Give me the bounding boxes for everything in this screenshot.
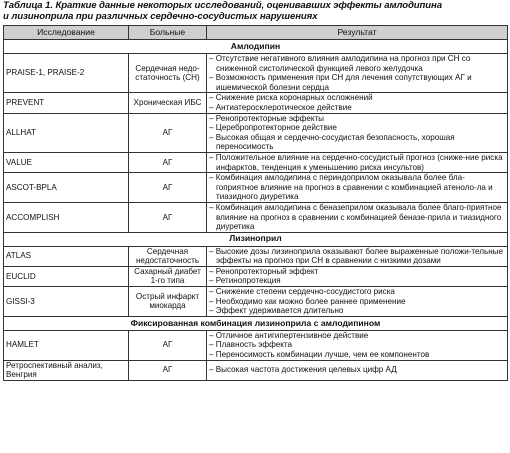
table-row: [4, 266, 508, 286]
studies-table: [3, 25, 508, 381]
result-cell: [207, 173, 508, 203]
study-cell: ATLAS: [4, 246, 129, 266]
caption-line-2: и лизиноприла при различных сердечно-сосудистых нарушениях: [3, 10, 318, 22]
result-item: – Положительное влияние на сердечно-сосудистый прогноз (сниже-ние риска инфарктов, тенденция к уменьшению риска инсультов): [209, 153, 505, 172]
result-item: – Комбинация амлодипина с беназеприлом оказывала более благо-приятное влияние на прогноз в сравнении с комбинацией беназе-прила и тиазидного диуретика: [209, 203, 505, 232]
result-cell: [207, 152, 508, 172]
result-item: – Снижение риска коронарных осложнений: [209, 93, 505, 103]
study-cell: PREVENT: [4, 93, 129, 113]
study-cell: ALLHAT: [4, 113, 129, 152]
section-title: Лизиноприл: [4, 232, 508, 246]
result-cell: [207, 360, 508, 380]
patients-cell: Сердечная недо-статочность (СН): [129, 54, 207, 93]
result-item: – Отличное антигипертензивное действие: [209, 331, 505, 341]
result-item: – Переносимость комбинации лучше, чем ее компонентов: [209, 350, 505, 360]
result-item: – Необходимо как можно более раннее применение: [209, 297, 505, 307]
study-cell: HAMLET: [4, 330, 129, 360]
table-row: [4, 152, 508, 172]
patients-cell: АГ: [129, 113, 207, 152]
result-item: – Высокая частота достижения целевых цифр АД: [209, 365, 505, 375]
table-row: [4, 93, 508, 113]
result-item: – Высокая общая и сердечно-сосудистая безопасность, хорошая переносимость: [209, 133, 505, 152]
result-cell: [207, 287, 508, 317]
patients-cell: Сердечная недостаточность: [129, 246, 207, 266]
result-cell: [207, 93, 508, 113]
result-item: – Плавность эффекта: [209, 340, 505, 350]
header-result: Результат: [207, 26, 508, 40]
table-caption: [3, 1, 507, 22]
table-row: [4, 287, 508, 317]
patients-cell: АГ: [129, 360, 207, 380]
section-title: Амлодипин: [4, 40, 508, 54]
header-row: [4, 26, 508, 40]
table-row: [4, 173, 508, 203]
result-cell: [207, 202, 508, 232]
result-cell: [207, 266, 508, 286]
result-item: – Отсутствие негативного влияния амлодипина на прогноз при СН со сниженной систолической функцией левого желудочка: [209, 54, 505, 73]
patients-cell: Хроническая ИБС: [129, 93, 207, 113]
study-cell: VALUE: [4, 152, 129, 172]
table-row: [4, 360, 508, 380]
result-cell: [207, 54, 508, 93]
study-cell: GISSI-3: [4, 287, 129, 317]
table-row: [4, 113, 508, 152]
result-item: – Ренопротекторный эффект: [209, 267, 505, 277]
result-cell: [207, 246, 508, 266]
header-patients: Больные: [129, 26, 207, 40]
table-row: [4, 54, 508, 93]
patients-cell: Сахарный диабет 1-го типа: [129, 266, 207, 286]
result-item: – Ретинопротекция: [209, 276, 505, 286]
section-title: Фиксированная комбинация лизиноприла с амлодипином: [4, 316, 508, 330]
table-row: [4, 330, 508, 360]
study-cell: Ретроспективный анализ, Венгрия: [4, 360, 129, 380]
study-cell: PRAISE-1, PRAISE-2: [4, 54, 129, 93]
table-row: [4, 202, 508, 232]
result-item: – Антиатеросклеротическое действие: [209, 103, 505, 113]
patients-cell: АГ: [129, 152, 207, 172]
header-study: Исследование: [4, 26, 129, 40]
patients-cell: АГ: [129, 202, 207, 232]
study-cell: ASCOT-BPLA: [4, 173, 129, 203]
caption-line-1: Таблица 1. Краткие данные некоторых исследований, оценивавших эффекты амлодипина: [3, 0, 442, 11]
result-item: – Высокие дозы лизиноприла оказывают более выраженные положи-тельные эффекты на прогноз при СН в сравнении с низкими дозами: [209, 247, 505, 266]
patients-cell: АГ: [129, 330, 207, 360]
patients-cell: Острый инфаркт миокарда: [129, 287, 207, 317]
result-item: – Ренопротекторные эффекты: [209, 114, 505, 124]
study-cell: EUCLID: [4, 266, 129, 286]
result-item: – Возможность применения при СН для лечения сопутствующих АГ и ишемической болезни сердца: [209, 73, 505, 92]
table-body: [4, 40, 508, 381]
section-row: [4, 316, 508, 330]
section-row: [4, 40, 508, 54]
study-cell: ACCOMPLISH: [4, 202, 129, 232]
patients-cell: АГ: [129, 173, 207, 203]
result-cell: [207, 330, 508, 360]
result-cell: [207, 113, 508, 152]
result-item: – Церебропротекторное действие: [209, 123, 505, 133]
table-row: [4, 246, 508, 266]
result-item: – Комбинация амлодипина с периндоприлом оказывала более бла-гоприятное влияние на прогноз в сравнении с комбинацией атеноло-ла и тиазидного диуретика: [209, 173, 505, 202]
result-item: – Эффект удерживается длительно: [209, 306, 505, 316]
result-item: – Снижение степени сердечно-сосудистого риска: [209, 287, 505, 297]
section-row: [4, 232, 508, 246]
